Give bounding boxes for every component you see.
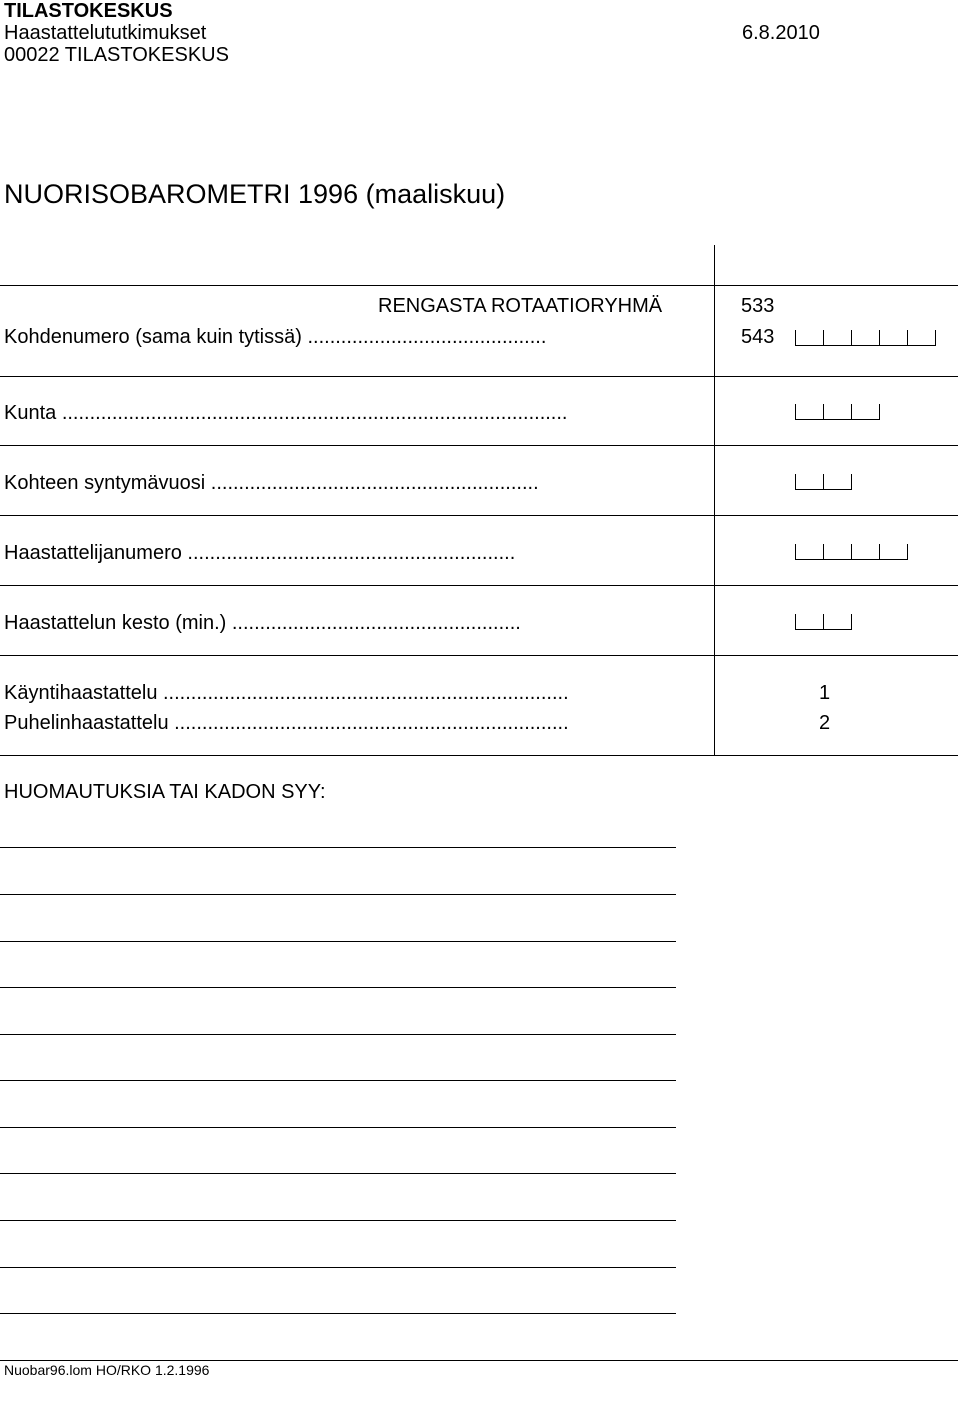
- field-label-haastattelijanumero: Haastattelijanumero ...........................................................: [4, 542, 516, 564]
- remarks-line[interactable]: [0, 847, 676, 848]
- option-code-puhelinhaastattelu[interactable]: 2: [819, 712, 831, 734]
- document-date: 6.8.2010: [742, 22, 820, 44]
- option-label-puhelinhaastattelu: Puhelinhaastattelu .......................................................................: [4, 712, 569, 734]
- rule: [0, 285, 958, 286]
- organization-name: TILASTOKESKUS: [4, 0, 173, 22]
- remarks-line[interactable]: [0, 1034, 676, 1035]
- rule: [0, 376, 958, 377]
- rotation-group-label: RENGASTA ROTAATIORYHMÄ: [378, 295, 663, 317]
- kohdenumero-entry-boxes[interactable]: [795, 330, 936, 346]
- remarks-line[interactable]: [0, 1220, 676, 1221]
- field-label-kohdenumero: Kohdenumero (sama kuin tytissä) ...........................................: [4, 326, 547, 348]
- remarks-line[interactable]: [0, 894, 676, 895]
- field-label-syntymavuosi: Kohteen syntymävuosi ...........................................................: [4, 472, 539, 494]
- remarks-line[interactable]: [0, 1267, 676, 1268]
- remarks-line[interactable]: [0, 1080, 676, 1081]
- kesto-entry-boxes[interactable]: [795, 614, 852, 630]
- column-divider: [714, 245, 715, 755]
- rule: [0, 755, 958, 756]
- footer-rule: [0, 1360, 958, 1361]
- remarks-line[interactable]: [0, 941, 676, 942]
- field-label-kesto: Haastattelun kesto (min.) ....................................................: [4, 612, 521, 634]
- field-code-kohdenumero: 543: [741, 326, 775, 348]
- field-label-kunta: Kunta ...........................................................................................: [4, 402, 568, 424]
- rule: [0, 655, 958, 656]
- remarks-label: HUOMAUTUKSIA TAI KADON SYY:: [4, 781, 326, 803]
- rule: [0, 585, 958, 586]
- option-label-kayntihaastattelu: Käyntihaastattelu .........................................................................: [4, 682, 569, 704]
- haastattelijanumero-entry-boxes[interactable]: [795, 544, 908, 560]
- remarks-line[interactable]: [0, 1313, 676, 1314]
- rule: [0, 445, 958, 446]
- rule: [0, 515, 958, 516]
- department-name: Haastattelututkimukset: [4, 22, 207, 44]
- document-code: 00022 TILASTOKESKUS: [4, 44, 229, 66]
- syntymavuosi-entry-boxes[interactable]: [795, 474, 852, 490]
- remarks-line[interactable]: [0, 1127, 676, 1128]
- option-code-kayntihaastattelu[interactable]: 1: [819, 682, 831, 704]
- remarks-line[interactable]: [0, 987, 676, 988]
- remarks-line[interactable]: [0, 1173, 676, 1174]
- footer-reference: Nuobar96.lom HO/RKO 1.2.1996: [4, 1362, 210, 1378]
- kunta-entry-boxes[interactable]: [795, 404, 880, 420]
- page-title: NUORISOBAROMETRI 1996 (maaliskuu): [4, 179, 506, 209]
- rotation-group-code: 533: [741, 295, 775, 317]
